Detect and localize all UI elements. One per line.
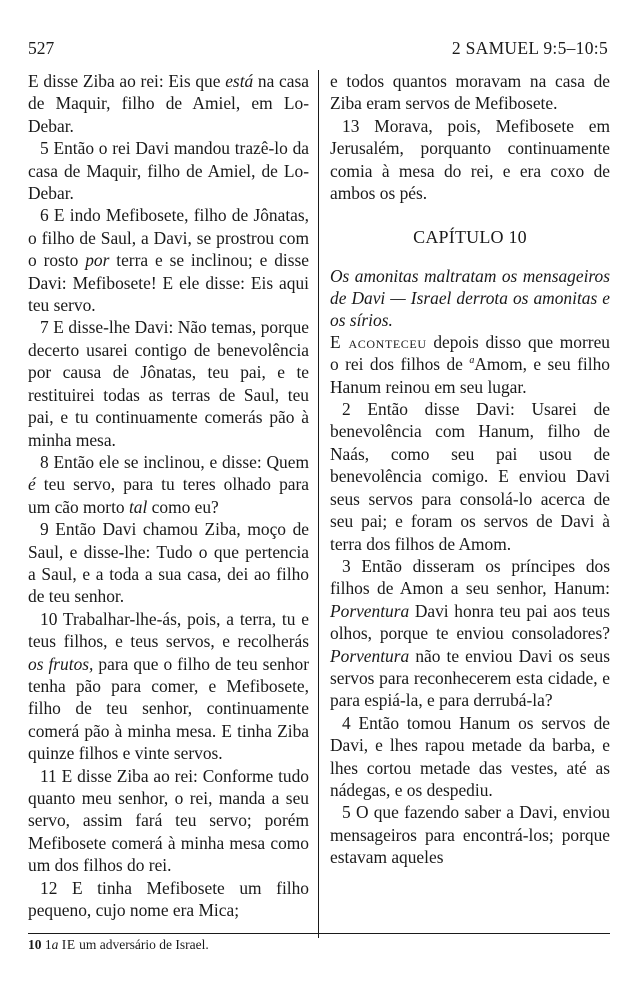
verse-8: 8 Então ele se inclinou, e disse: Quem é teu servo, para tu teres olhado para um cão morto tal como eu? [28,451,309,517]
chapter-summary: Os amonitas maltratam os mensageiros de Davi — Israel derrota os amonitas e os sírios. [330,265,610,330]
chapter-10-verse-4: 4 Então tomou Hanum os servos de Davi, e lhes rapou metade da barba, e lhes cortou metade das vestes, até as nádegas, e os despediu. [330,712,610,800]
chapter-10-verse-3: 3 Então disseram os príncipes dos filhos de Amon a seu senhor, Hanum: Porventura Davi honra teu pai aos teus olhos, porque te enviou consoladores? Porventura não te enviou Davi os seus servos para reconhecerem esta cidade, e para espiá-la, e para derrubá-la? [330,555,610,711]
right-column [330,70,610,869]
verse-6: 6 E indo Mefibosete, filho de Jônatas, o filho de Saul, a Davi, se prostrou com o rosto por terra e se inclinou; e disse Davi: Mefibosete! E ele disse: Eis aqui teu servo. [28,205,309,316]
chapter-heading: CAPÍTULO 10 [413,227,527,248]
page-header [28,36,608,60]
verse-5: 5 Então o rei Davi mandou trazê-lo da casa de Maquir, filho de Amiel, de Lo-Debar. [28,138,309,204]
chapter-10-verse-5: 5 O que fazendo saber a Davi, enviou mensageiros para encontrá-los; porque estavam aqueles [330,802,610,868]
verse-12-end: e todos quantos moravam na casa de Ziba eram servos de Mefibosete. [330,71,610,114]
footnote: 10 1a IE um adversário de Israel. [28,937,209,952]
verse-10: 10 Trabalhar-lhe-ás, pois, a terra, tu e teus filhos, e teus servos, e recolherás os frutos, para que o filho de teu senhor tenha pão para comer, e Mefibosete, filho de teu senhor, continuamente comerá pão à minha mesa. E tinha Ziba quinze filhos e vinte servos. [28,608,310,764]
left-column [28,70,309,921]
verse-7: 7 E disse-lhe Davi: Não temas, porque decerto usarei contigo de benevolência por causa de Jônatas, teu pai, e te restituirei todas as terras de Saul, teu pai, e tu continuamente comerás pão à minha mesa. [28,317,309,450]
chapter-10-verse-1: E aconteceu depois disso que morreu o rei dos filhos de $^a$Amom, e seu filho Hanum reinou em seu lugar. [330,331,610,397]
verse-4-end: E disse Ziba ao rei: Eis que está na casa de Maquir, filho de Amiel, em Lo-Debar. [28,71,309,136]
running-reference: 2 SAMUEL 9:5–10:5 [451,38,608,58]
page-number: 527 [28,38,55,58]
verse-13: 13 Morava, pois, Mefibosete em Jerusalém, porquanto continuamente comia à mesa do rei, e era coxo de ambos os pés. [330,115,610,204]
verse-11: 11 E disse Ziba ao rei: Conforme tudo quanto meu senhor, o rei, manda a seu servo, assim fará teu servo; porém Mefibosete comerá à minha mesa como um dos filhos do rei. [28,765,309,876]
verse-12: 12 E tinha Mefibosete um filho pequeno, cujo nome era Mica; [28,877,309,921]
footnote-marker: a [469,355,475,367]
chapter-10-verse-2: 2 Então disse Davi: Usarei de benevolência com Hanum, filho de Naás, como seu pai usou de benevolência comigo. E enviou Davi seus servos para consolá-lo acerca de seu pai; e foram os servos de Davi à terra dos filhos de Amom. [330,399,610,554]
footnote-rule [28,933,610,934]
column-divider [318,70,319,938]
verse-9: 9 Então Davi chamou Ziba, moço de Saul, e disse-lhe: Tudo o que pertencia a Saul, e a toda a sua casa, dei ao filho de teu senhor. [28,519,309,607]
